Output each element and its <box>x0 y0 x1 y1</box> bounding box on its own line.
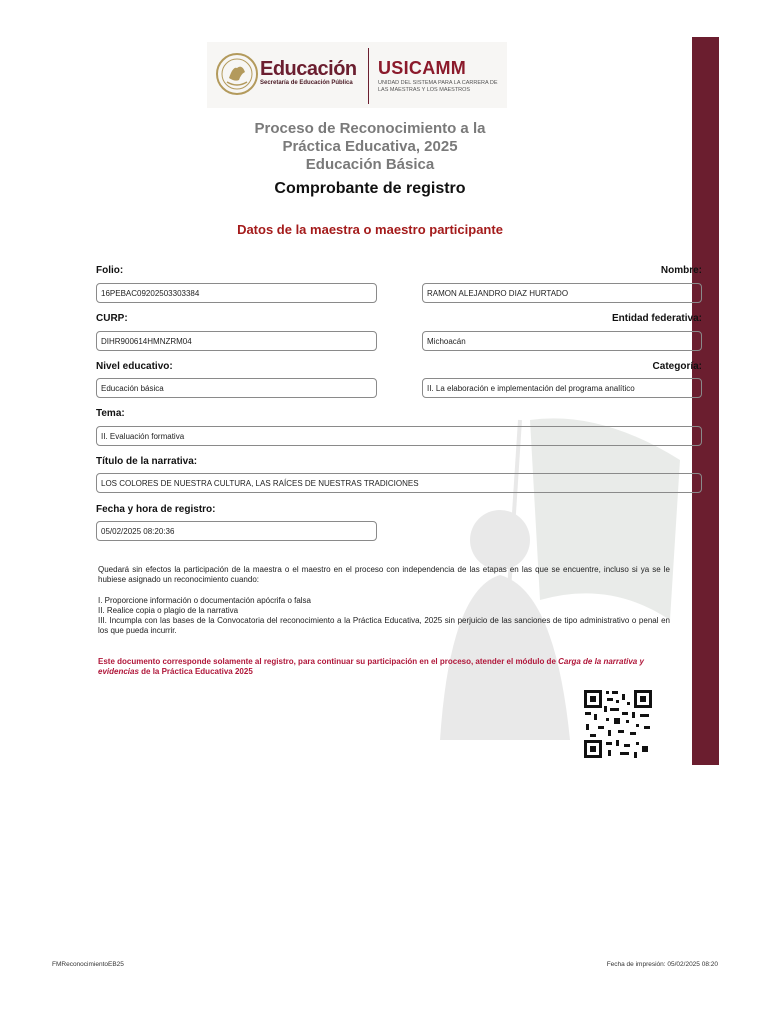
education-logo-subtitle: Secretaría de Educación Pública <box>260 80 353 86</box>
categoria-field: II. La elaboración e implementación del programa analítico <box>422 378 702 398</box>
tema-field: II. Evaluación formativa <box>96 426 702 446</box>
fecha-registro-label: Fecha y hora de registro: <box>96 504 216 515</box>
footer-form-code: FMReconocimientoEB25 <box>52 961 124 968</box>
logo-divider <box>368 48 369 104</box>
terms-item-1: I. Proporcione información o documentación apócrifa o falsa <box>98 596 312 605</box>
registration-notice <box>98 657 672 677</box>
nivel-educativo-label: Nivel educativo: <box>96 361 173 372</box>
folio-label: Folio: <box>96 265 124 276</box>
entidad-federativa-label: Entidad federativa: <box>611 313 702 324</box>
notice-text-2: de la Práctica Educativa 2025 <box>138 667 253 676</box>
nombre-field: RAMON ALEJANDRO DIAZ HURTADO <box>422 283 702 303</box>
process-title-line-3: Educación Básica <box>305 156 435 173</box>
curp-field: DIHR900614HMNZRM04 <box>96 331 377 351</box>
qr-code-icon <box>582 688 654 760</box>
footer-print-date: Fecha de impresión: 05/02/2025 08:20 <box>606 961 718 968</box>
nivel-educativo-field: Educación básica <box>96 378 377 398</box>
section-title: Datos de la maestra o maestro participante <box>237 222 503 237</box>
usicamm-logo-subtitle: UNIDAD DEL SISTEMA PARA LA CARRERA DE LAS MAESTRAS Y LOS MAESTROS <box>378 80 498 93</box>
curp-label: CURP: <box>96 313 128 324</box>
terms-item-3: III. Incumpla con las bases de la Convocatoria del reconocimiento a la Práctica Educativa, 2025 sin perjuicio de las sanciones de tipo administrativo o penal en los que pueda incurrir. <box>98 616 670 635</box>
notice-module-name: Carga de la narrativa y evidencias <box>98 657 644 676</box>
titulo-narrativa-label: Título de la narrativa: <box>96 456 198 467</box>
titulo-narrativa-field: LOS COLORES DE NUESTRA CULTURA, LAS RAÍCES DE NUESTRAS TRADICIONES <box>96 473 702 493</box>
process-title-line-1: Proceso de Reconocimiento a la <box>254 120 486 137</box>
notice-text-1: Este documento corresponde solamente al registro, para continuar su participación en el proceso, atender el módulo de <box>98 657 559 666</box>
categoria-label: Categoría: <box>652 361 702 372</box>
document-title: Comprobante de registro <box>274 180 466 197</box>
mexico-seal-icon <box>215 52 259 96</box>
education-logo-title: Educación <box>260 58 357 80</box>
folio-field: 16PEBAC09202503303384 <box>96 283 377 303</box>
tema-label: Tema: <box>96 408 125 419</box>
usicamm-logo-title: USICAMM <box>378 58 467 78</box>
terms-item-2: II. Realice copia o plagio de la narrativa <box>98 606 239 615</box>
header-logos <box>207 42 507 108</box>
entidad-federativa-field: Michoacán <box>422 331 702 351</box>
process-title-line-2: Práctica Educativa, 2025 <box>282 138 458 155</box>
fecha-registro-field: 05/02/2025 08:20:36 <box>96 521 377 541</box>
nombre-label: Nombre: <box>660 265 702 276</box>
terms-intro: Quedará sin efectos la participación de la maestra o el maestro en el proceso con independencia de las etapas en las que se encuentre, incluso si ya se le hubiese asignado un reconocimiento cuando: <box>98 565 670 584</box>
